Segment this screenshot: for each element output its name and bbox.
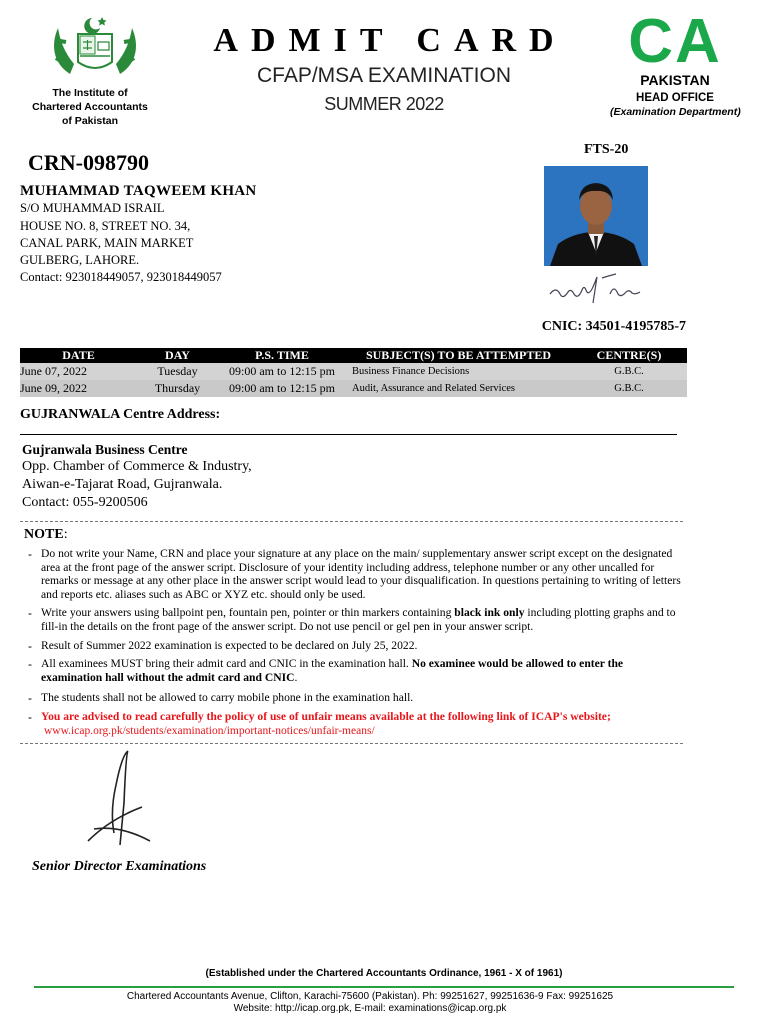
cell-day: Thursday (137, 380, 218, 397)
centre-address-line-2: Aiwan-e-Tajarat Road, Gujranwala. (22, 477, 223, 492)
footer-divider (34, 986, 734, 988)
note-item: All examinees MUST bring their admit card and CNIC in the examination hall. No examinee would be allowed to enter the examination hall without the admit card and CNIC. (41, 657, 624, 684)
note-item: Write your answers using ballpoint pen, fountain pen, pointer or thin markers containing black ink only including plotting graphs and to fill-in the details on the front page of the answer script. Do not use pencil or gel pen in your answer script. (41, 606, 676, 633)
exam-schedule-table (20, 348, 687, 397)
cell-subject: Audit, Assurance and Related Services (346, 380, 571, 397)
table-header-row (20, 348, 687, 363)
footer-address: Chartered Accountants Avenue, Clifton, Karachi-75600 (Pakistan). Ph: 99251627, 99251636-9 Fax: 99251625 (126, 991, 614, 1002)
head-office-label: HEAD OFFICE (636, 92, 714, 104)
ca-logo-letters: CA (628, 7, 722, 76)
bullet-marker: - (28, 547, 32, 561)
header-centre: CENTRE(S) (571, 348, 687, 363)
ca-logo-country: PAKISTAN (640, 72, 710, 88)
ca-pakistan-logo (610, 7, 741, 124)
address-line-1: S/O MUHAMMAD ISRAIL (20, 201, 165, 215)
dashed-divider (20, 743, 683, 744)
header-time: P.S. TIME (218, 348, 346, 363)
note-heading: NOTE: (24, 527, 68, 542)
candidate-name: MUHAMMAD TAQWEEM KHAN (20, 183, 257, 199)
bullet-marker: - (28, 639, 32, 653)
note-item: The students shall not be allowed to carry mobile phone in the examination hall. (41, 691, 414, 704)
established-note: (Established under the Chartered Accountants Ordinance, 1961 - X of 1961) (205, 968, 563, 979)
cnic-number: CNIC: 34501-4195785-7 (541, 319, 686, 334)
note-item: Result of Summer 2022 examination is expected to be declared on July 25, 2022. (41, 639, 418, 652)
cell-time: 09:00 am to 12:15 pm (218, 363, 346, 380)
dashed-divider (20, 521, 683, 522)
header-date: DATE (20, 348, 137, 363)
divider (20, 434, 677, 435)
institute-name-line-2: Chartered Accountants (32, 101, 148, 113)
contact-line: Contact: 923018449057, 923018449057 (20, 270, 222, 284)
bullet-marker: - (28, 657, 32, 671)
footer-contact: Website: http://icap.org.pk, E-mail: examinations@icap.org.pk (233, 1003, 507, 1014)
cell-date: June 07, 2022 (20, 363, 137, 380)
institute-name-line-1: The Institute of (52, 87, 128, 99)
note-item: Do not write your Name, CRN and place your signature at any place on the main/ supplementary answer script except on the designated area at the front page of the answer script. Disclosure of your identity including address, telephone number or any other uncalled for remarks or message at any other place in the answer script would lead to your disqualification. In questions pertaining to writing of letters and reports etc. aliases such as ABC or XYZ etc. should only be used. (41, 547, 681, 601)
form-code: FTS-20 (584, 142, 629, 157)
exam-name: CFAP/MSA EXAMINATION (257, 64, 511, 87)
centre-name: Gujranwala Business Centre (22, 442, 188, 457)
cell-centre: G.B.C. (571, 363, 687, 380)
centre-address-line-1: Opp. Chamber of Commerce & Industry, (22, 459, 252, 474)
address-line-4: GULBERG, LAHORE. (20, 253, 140, 267)
cell-centre: G.B.C. (571, 380, 687, 397)
centre-contact: Contact: 055-9200506 (22, 495, 148, 510)
signatory-title: Senior Director Examinations (32, 859, 207, 874)
department-label: (Examination Department) (610, 106, 741, 118)
cell-day: Tuesday (137, 363, 218, 380)
unfair-means-link[interactable]: www.icap.org.pk/students/examination/important-notices/unfair-means/ (44, 725, 375, 737)
table-row (20, 380, 687, 397)
cell-subject: Business Finance Decisions (346, 363, 571, 380)
candidate-signature-icon (540, 268, 655, 308)
crn-number: CRN-098790 (28, 150, 149, 175)
centre-heading: GUJRANWALA Centre Address: (20, 407, 221, 422)
page-title: ADMIT CARD (213, 22, 567, 59)
table-row (20, 363, 687, 380)
bullet-marker: - (28, 606, 32, 620)
candidate-photo (544, 166, 648, 266)
cell-time: 09:00 am to 12:15 pm (218, 380, 346, 397)
address-line-2: HOUSE NO. 8, STREET NO. 34, (20, 219, 191, 233)
bullet-marker: - (28, 710, 32, 724)
unfair-means-warning: You are advised to read carefully the policy of use of unfair means available at the following link of ICAP's website; (41, 710, 611, 723)
header-subjects: SUBJECT(S) TO BE ATTEMPTED (346, 348, 571, 363)
cell-date: June 09, 2022 (20, 380, 137, 397)
exam-session: SUMMER 2022 (324, 94, 444, 114)
address-line-3: CANAL PARK, MAIN MARKET (20, 236, 194, 250)
header-day: DAY (137, 348, 218, 363)
director-signature-icon (80, 745, 160, 855)
bullet-marker: - (28, 691, 32, 705)
institute-name-line-3: of Pakistan (61, 115, 119, 127)
